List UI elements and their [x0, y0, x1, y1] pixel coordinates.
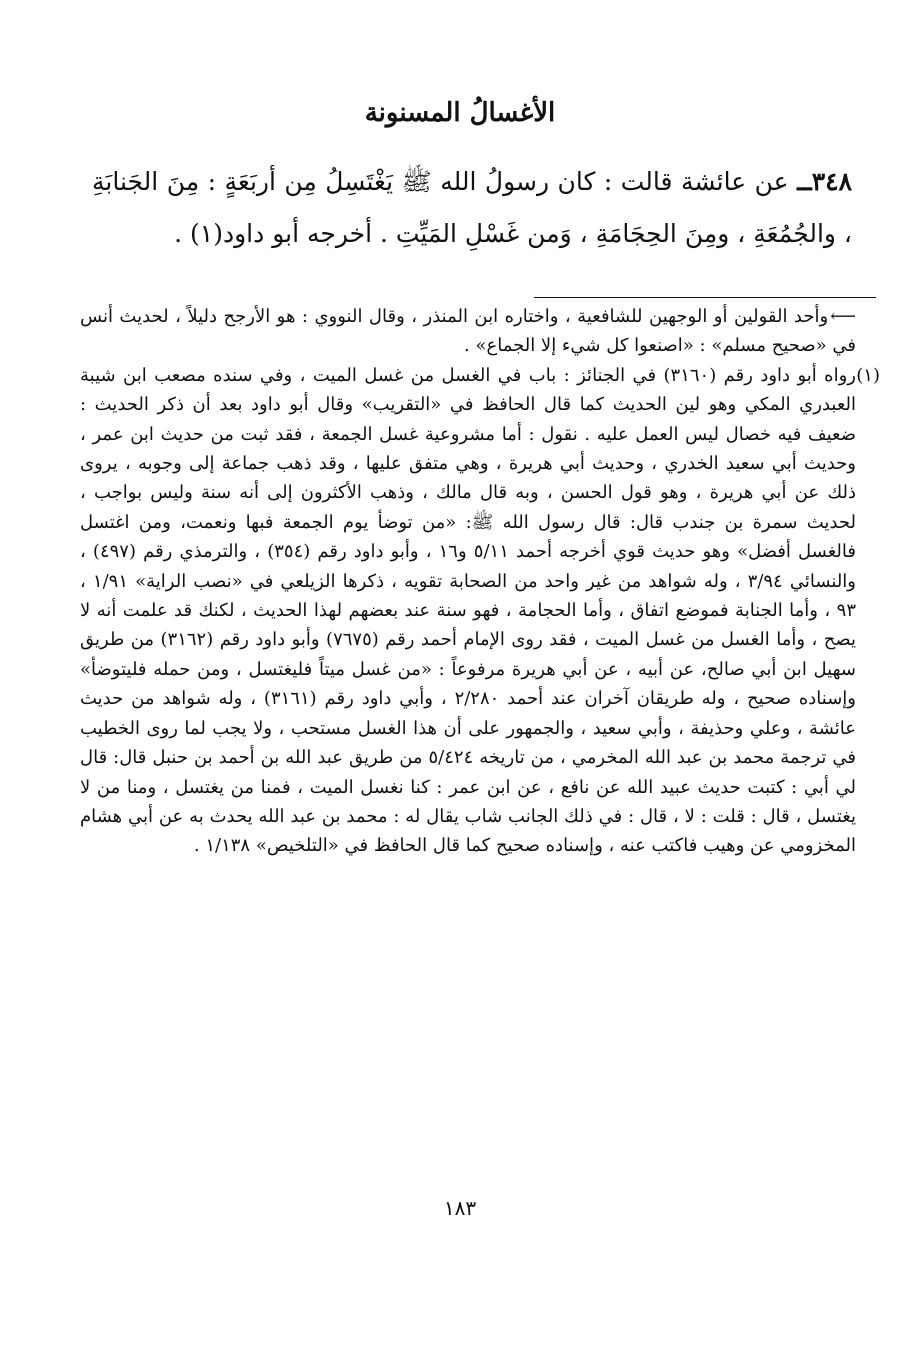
footnote-1: [80, 361, 880, 861]
footnote-separator: [534, 297, 876, 298]
hadith-number: ٣٤٨ــ: [797, 167, 853, 196]
footnote-1-marker: (١): [856, 364, 880, 386]
hadith-paragraph: [92, 156, 852, 260]
page-number: ١٨٣: [443, 1196, 477, 1220]
footnote-continuation: [80, 302, 880, 361]
footnote-continuation-text: وأحد القولين أو الوجهين للشافعية ، واختاره ابن المنذر ، وقال النووي : هو الأرجح دليلاً ، لحديث أنس في «صحيح مسلم» : «اصنعوا كل شيء إلا الجماع» .: [80, 306, 856, 357]
footnotes-section: [80, 302, 880, 861]
hadith-text: عن عائشة قالت : كان رسولُ الله ﷺ يَغْتَسِلُ مِن أربَعَةٍ : مِنَ الجَنابَةِ ، والجُمُعَةِ ، ومِنَ الحِجَامَةِ ، وَمن غَسْلِ المَيِّتِ . أخرجه أبو داود(١) .: [92, 167, 852, 248]
section-title: الأغسالُ المسنونة: [364, 98, 556, 128]
footnote-1-text: رواه أبو داود رقم (٣١٦٠) في الجنائز : باب في الغسل من غسل الميت ، وفي سنده مصعب ابن شيبة العبدري المكي وهو لين الحديث كما قال الحافظ في «التقريب» وقال أبو داود بعد أن ذكر الحديث : ضعيف فيه خصال ليس العمل عليه . نقول : أما مشروعية غسل الجمعة ، فقد ثبت من حديث ابن عمر ، وحديث أبي سعيد الخدري ، وحديث أبي هريرة ، وهي متفق عليها ، وقد ذهب جماعة إلى وجوبه ، يروى ذلك عن أبي هريرة ، وهو قول الحسن ، وبه قال مالك ، وذهب الأكثرون إلى أنه سنة وليس بواجب ، لحديث سمرة بن جندب قال: قال رسول الله ﷺ: «من توضأ يوم الجمعة فبها ونعمت، ومن اغتسل فالغسل أفضل» وهو حديث قوي أخرجه أحمد ٥/١١ و١٦ ، وأبو داود رقم (٣٥٤) ، والترمذي رقم (٤٩٧) ، والنسائي ٣/٩٤ ، وله شواهد من غير واحد من الصحابة تقويه ، ذكرها الزيلعي في «نصب الراية» ١/٩١ ، ٩٣ ، وأما الجنابة فموضع اتفاق ، وأما الحجامة ، فهو سنة عند بعضهم لهذا الحديث ، لكنك قد علمت أنه لا يصح ، وأما الغسل من غسل الميت ، فقد روى الإمام أحمد رقم (٧٦٧٥) وأبو داود رقم (٣١٦٢) من طريق سهيل ابن أبي صالح، عن أبيه ، عن أبي هريرة مرفوعاً : «من غسل ميتاً فليغتسل ، ومن حمله فليتوضأ» وإسناده صحيح ، وله طريقان آخران عند أحمد ٢/٢٨٠ ، وأبي داود رقم (٣١٦١) ، وله شواهد من حديث عائشة ، وعلي وحذيفة ، وأبي سعيد ، والجمهور على أن هذا الغسل مستحب ، ولا يجب لما روى الخطيب في ترجمة محمد بن عبد الله المخرمي ، من تاريخه ٥/٤٢٤ من طريق عبد الله بن أحمد بن حنبل قال: قال لي أبي : كتبت حديث عبيد الله عن نافع ، عن ابن عمر : كنا نغسل الميت ، فمنا من يغتسل ، ومنا من لا يغتسل ، قال : قلت : لا ، قال : في ذلك الجانب شاب يقال له : محمد بن عبد الله يحدث به عن أبي هشام المخزومي عن وهيب فاكتب عنه ، وإسناده صحيح كما قال الحافظ في «التلخيص» ١/١٣٨ .: [80, 364, 857, 857]
continuation-arrow-icon: ⟵: [830, 306, 857, 327]
